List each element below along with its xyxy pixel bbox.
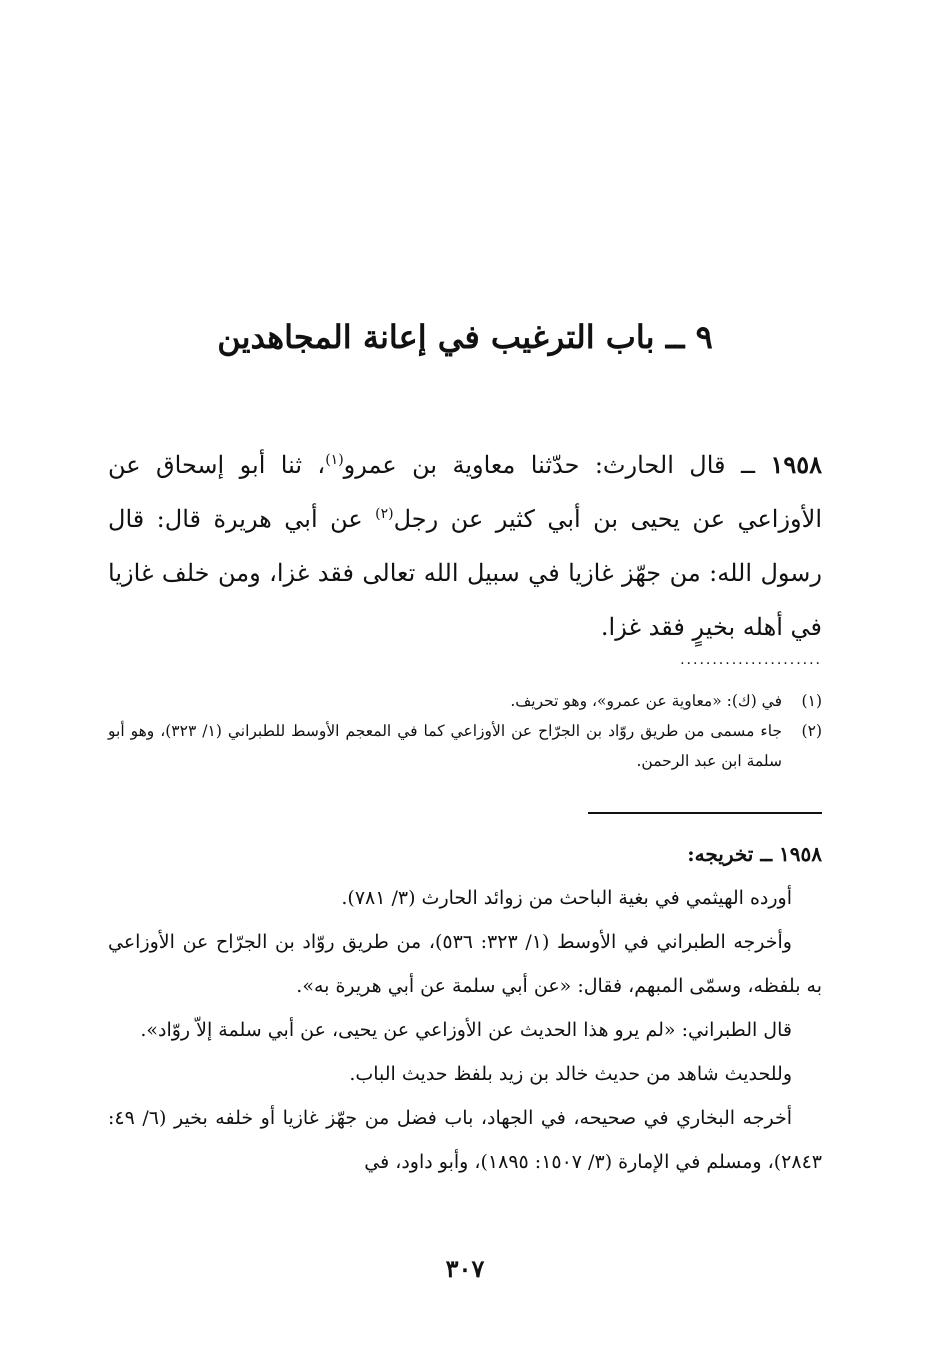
footnote-2 [108,716,822,776]
footnote-text: جاء مسمى من طريق روّاد بن الجرّاح عن الأوزاعي كما في المعجم الأوسط للطبراني (١/ ٣٢٣)، وهو أبو سلمة ابن عبد الرحمن. [108,722,782,770]
footnotes [108,686,822,776]
takhrij-paragraph: وللحديث شاهد من حديث خالد بن زيد بلفظ حديث الباب. [349,1063,792,1085]
footnote-1 [108,686,822,716]
hadith-dash: ــ [725,451,771,479]
takhrij-section [108,832,822,1184]
footnote-number: (١) [801,692,822,710]
hadith-text [108,438,822,654]
footnote-text: في (ك): «معاوية عن عمرو»، وهو تحريف. [510,692,782,710]
book-page [108,0,822,1368]
takhrij-paragraph: وأخرجه الطبراني في الأوسط (١/ ٣٢٣: ٥٣٦)، من طريق روّاد بن الجرّاح عن الأوزاعي به بلفظه، وسمّى المبهم، فقال: «عن أبي سلمة عن أبي هريرة به». [108,931,822,997]
takhrij-paragraph: قال الطبراني: «لم يرو هذا الحديث عن الأوزاعي عن يحيى، عن أبي سلمة إلاّ روّاد». [140,1019,792,1041]
takhrij-heading: ١٩٥٨ ــ تخريجه: [687,842,822,866]
footnote-number: (٢) [801,722,822,740]
section-divider [588,812,822,814]
footnote-ref-1: (١) [325,452,344,468]
takhrij-paragraph: أخرجه البخاري في صحيحه، في الجهاد، باب فضل من جهّز غازيا أو خلفه بخير (٦/ ٤٩: ٢٨٤٣)، ومسلم في الإمارة (٣/ ١٥٠٧: ١٨٩٥)، وأبو داود، في [108,1107,822,1173]
takhrij-paragraph: أورده الهيثمي في بغية الباحث من زوائد الحارث (٣/ ٧٨١). [341,887,792,909]
chapter-title: ٩ ــ باب الترغيب في إعانة المجاهدين [217,318,713,356]
hadith-text-part1: قال الحارث: حدّثنا معاوية بن عمرو [343,451,726,479]
footnote-separator: ...................... [680,652,822,668]
hadith-number: ١٩٥٨ [770,450,823,479]
footnote-ref-2: (٢) [375,506,394,522]
page-number: ٣٠٧ [445,1254,485,1283]
hadith-text-part3: عن أبي هريرة قال: قال رسول الله: من جهّز غازيا في سبيل الله تعالى فقد غزا، ومن خلف غازيا في أهله بخيرٍ فقد غزا. [108,505,822,641]
hadith-text-part2: ، ثنا أبو إسحاق عن الأوزاعي عن يحيى بن أبي كثير عن رجل [108,451,822,533]
